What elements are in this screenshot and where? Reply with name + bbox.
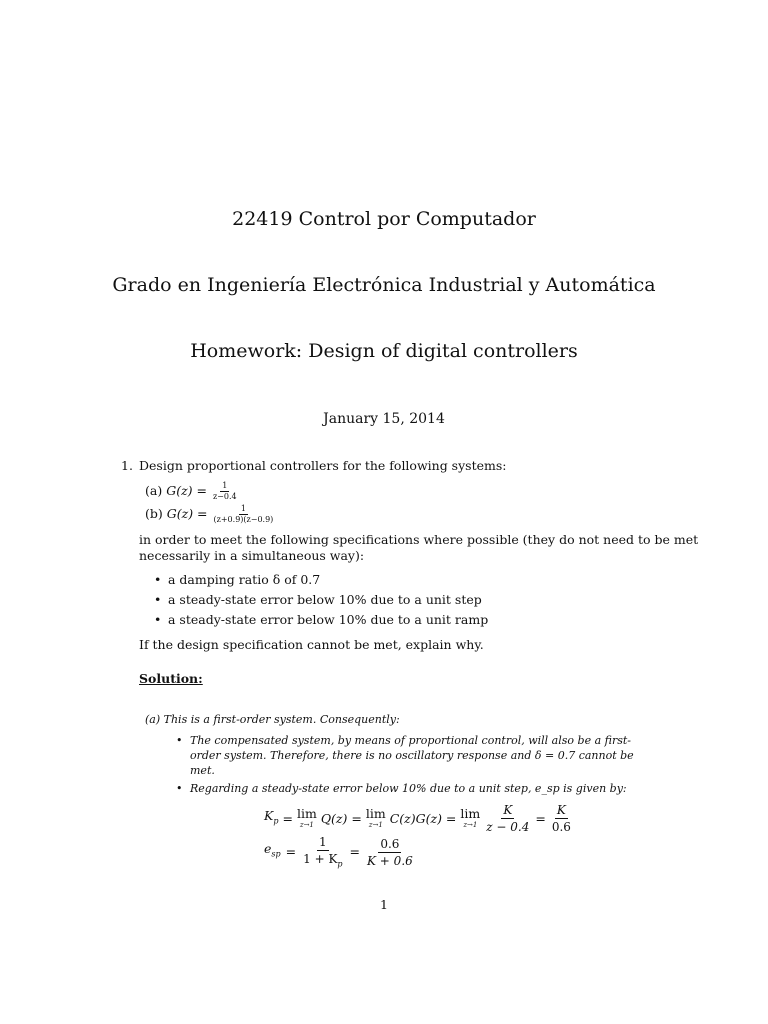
system-b [145,505,275,524]
eq1-limit [460,808,480,829]
homework-title: Homework: Design of digital controllers [190,340,578,362]
bullet-icon: • [154,612,162,627]
eq1-fraction-numerator: K [503,803,513,817]
system-b-label: (b) [145,506,163,521]
bullet-icon: • [176,734,183,747]
system-a-lhs: G(z) = [166,483,207,498]
specs-intro-line-2: necessarily in a simultaneous way): [139,548,365,563]
spec-item-text: a steady-state error below 10% due to a unit step [168,592,482,607]
solution-bullet-line: The compensated system, by means of proportional control, will also be a first- [190,734,632,747]
problem-number: 1. [121,458,133,473]
limit-subscript: z→1 [463,820,478,829]
eq1-limit [366,808,386,829]
system-a-fraction [211,482,239,501]
degree-title: Grado en Ingeniería Electrónica Industrial y Automática [112,274,656,296]
eq1-equals: = [535,810,546,826]
limit-operator: lim [460,806,481,822]
specs-intro-line-1: in order to meet the following specifications where possible (they do not need to be met [139,532,699,547]
system-b-lhs: G(z) = [166,506,208,521]
spec-item [154,592,482,608]
eq2-equals: = [349,844,361,860]
system-b-denominator: (z+0.9)(z−0.9) [213,515,274,524]
bullet-icon: • [154,572,162,587]
eq1-fraction [484,804,531,833]
limit-subscript: z→1 [368,820,383,829]
solution-bullet-line: met. [190,764,215,777]
bullet-icon: • [154,592,162,607]
solution-bullet [176,733,631,748]
eq2-fraction [301,836,344,868]
document-date: January 15, 2014 [323,411,445,427]
limit-operator: lim [296,806,317,822]
solution-bullet [176,781,627,796]
eq1-fraction-denominator: 0.6 [551,820,571,834]
equation-kp [264,804,573,833]
eq2-fraction-numerator: 0.6 [380,836,400,851]
limit-operator: lim [365,806,386,822]
system-b-numerator: 1 [240,504,246,513]
eq2-denominator-subscript: p [337,859,343,869]
eq1-lhs [264,808,278,830]
solution-heading: Solution: [139,671,203,686]
limit-subscript: z→1 [299,820,314,829]
eq1-lhs-symbol: K [264,807,274,823]
solution-bullet-line: Regarding a steady-state error below 10% due to a unit step, e_sp is given by: [190,782,627,795]
spec-item [154,572,320,588]
eq2-fraction-denominator: K + 0.6 [367,853,413,868]
spec-item [154,612,488,628]
solution-bullet-line: order system. Therefore, there is no oscillatory response and δ = 0.7 cannot be [190,749,634,762]
system-a [145,482,239,501]
system-a-numerator: 1 [222,481,228,490]
eq2-fraction-numerator: 1 [319,835,327,849]
problem-intro: Design proportional controllers for the following systems: [139,458,507,473]
eq1-fraction-numerator: K [556,803,566,817]
spec-item-text: a damping ratio δ of 0.7 [168,572,321,587]
system-b-fraction [212,505,276,524]
solution-part-a: (a) This is a first-order system. Consequently: [145,713,400,726]
eq1-lhs-subscript: p [273,816,279,826]
system-a-label: (a) [145,483,163,498]
page-number: 1 [380,897,388,912]
eq1-q: Q(z) = [320,810,362,826]
eq1-fraction [550,804,573,833]
course-title: 22419 Control por Computador [232,208,536,230]
equation-esp [264,836,415,868]
eq2-lhs [264,841,281,863]
eq1-cg: C(z)G(z) = [389,810,457,826]
system-a-denominator: z−0.4 [212,492,237,501]
eq1-limit [297,808,317,829]
eq2-denominator-text: 1 + K [303,852,338,866]
spec-item-text: a steady-state error below 10% due to a unit ramp [168,612,489,627]
bullet-icon: • [176,782,183,795]
eq1-fraction-denominator: z − 0.4 [486,820,530,834]
eq1-equals: = [282,810,293,826]
eq2-fraction [365,838,415,867]
eq2-equals: = [285,844,297,860]
eq2-lhs-symbol: e [264,841,272,857]
eq2-lhs-subscript: sp [271,849,281,859]
problem-closing: If the design specification cannot be met, explain why. [139,637,484,652]
eq2-fraction-denominator [301,851,344,868]
